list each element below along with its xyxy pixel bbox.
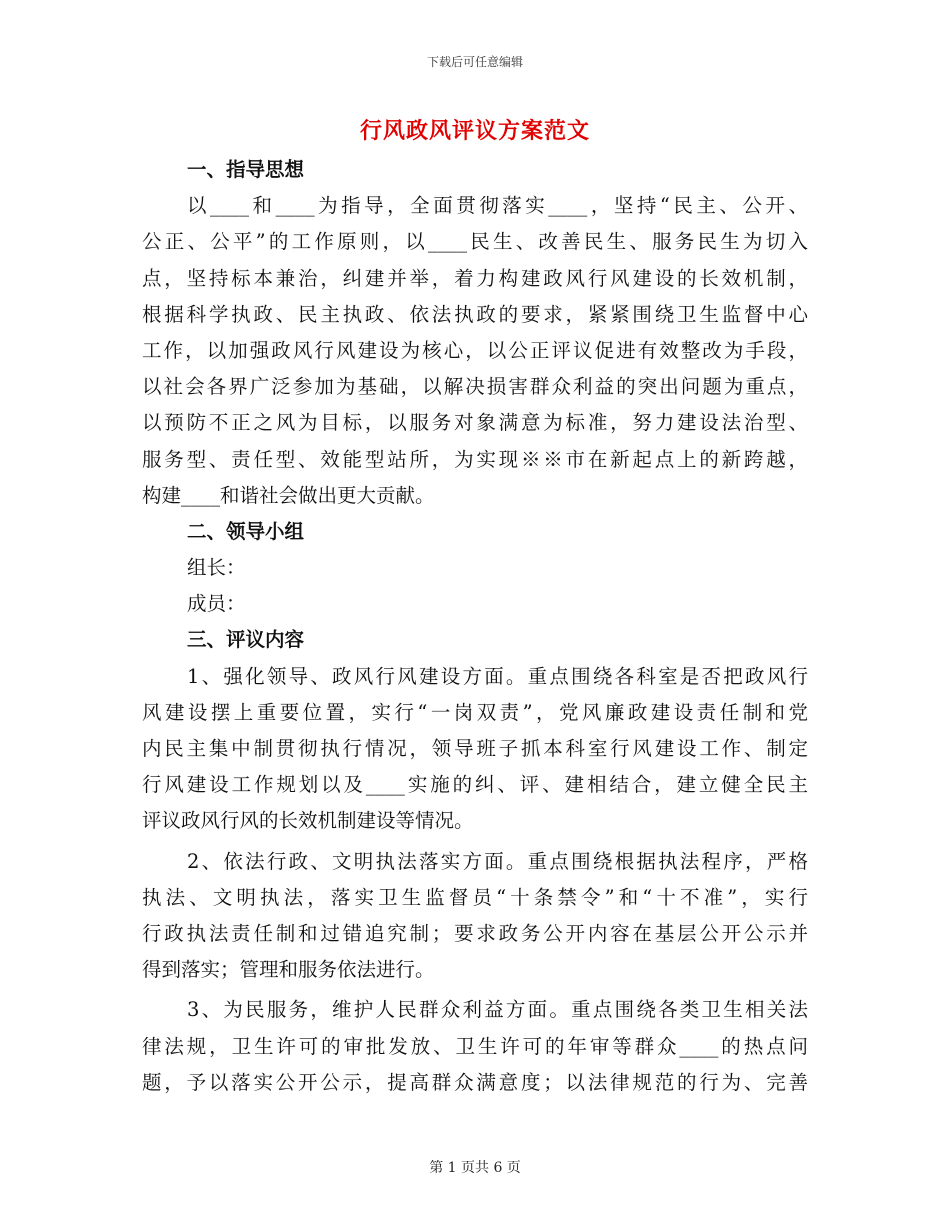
paragraph-line: 律法规，卫生许可的审批发放、卫生许可的年审等群众____的热点问 [142, 1034, 808, 1058]
paragraph-line: 行风建设工作规划以及____实施的纠、评、建相结合，建立健全民主 [142, 773, 808, 797]
paragraph-line: 以社会各界广泛参加为基础，以解决损害群众利益的突出问题为重点， [142, 375, 808, 399]
paragraph-line: 3、为民服务，维护人民群众利益方面。重点围绕各类卫生相关法 [187, 998, 808, 1022]
paragraph-line: 题，予以落实公开公示，提高群众满意度；以法律规范的行为、完善 [142, 1070, 808, 1094]
paragraph-line: 根据科学执政、民主执政、依法执政的要求，紧紧围绕卫生监督中心 [142, 302, 808, 326]
paragraph-line: 1、强化领导、政风行风建设方面。重点围绕各科室是否把政风行 [187, 664, 808, 688]
header-note: 下载后可任意编辑 [426, 55, 523, 69]
paragraph-line: 工作，以加强政风行风建设为核心，以公正评议促进有效整改为手段， [142, 338, 808, 362]
paragraph-line: 以____和____为指导，全面贯彻落实____，坚持“民主、公开、 [187, 194, 808, 218]
paragraph-line: 评议政风行风的长效机制建设等情况。 [142, 809, 474, 833]
paragraph-line: 构建____和谐社会做出更大贡献。 [142, 483, 435, 507]
paragraph-line: 服务型、责任型、效能型站所，为实现※※市在新起点上的新跨越， [142, 447, 808, 471]
paragraph-line: 风建设摆上重要位置，实行“一岗双责”，党风廉政建设责任制和党 [142, 700, 808, 724]
paragraph-item-1 [142, 659, 808, 840]
document-title: 行风政风评议方案范文 [359, 118, 590, 144]
section-heading-guiding-ideology: 一、指导思想 [187, 158, 305, 181]
page-footer: 第 1 页共 6 页 [429, 1160, 521, 1176]
paragraph-line: 点，坚持标本兼治，纠建并举，着力构建政风行风建设的长效机制， [142, 266, 808, 290]
paragraph-line: 以预防不正之风为目标，以服务对象满意为标准，努力建设法治型、 [142, 411, 808, 435]
paragraph-line: 内民主集中制贯彻执行情况，领导班子抓本科室行风建设工作、制定 [142, 737, 808, 760]
section-heading-evaluation-content: 三、评议内容 [187, 628, 305, 652]
paragraph-item-3 [142, 992, 808, 1101]
paragraph-line: 2、依法行政、文明执法落实方面。重点围绕根据执法程序，严格 [187, 849, 808, 873]
paragraph-line: 公正、公平”的工作原则，以____民生、改善民生、服务民生为切入 [142, 230, 808, 254]
paragraph-line: 执法、文明执法，落实卫生监督员“十条禁令”和“十不准”，实行 [142, 885, 808, 909]
paragraph-item-2 [142, 844, 808, 989]
group-leader-label: 组长： [187, 556, 246, 580]
paragraph-line: 行政执法责任制和过错追究制；要求政务公开内容在基层公开公示并 [142, 921, 808, 945]
paragraph-guiding-ideology [142, 188, 808, 514]
group-members-label: 成员： [187, 592, 246, 616]
section-heading-leadership-group: 二、领导小组 [187, 519, 305, 543]
document-body [142, 152, 808, 1101]
paragraph-line: 得到落实；管理和服务依法进行。 [142, 958, 435, 982]
